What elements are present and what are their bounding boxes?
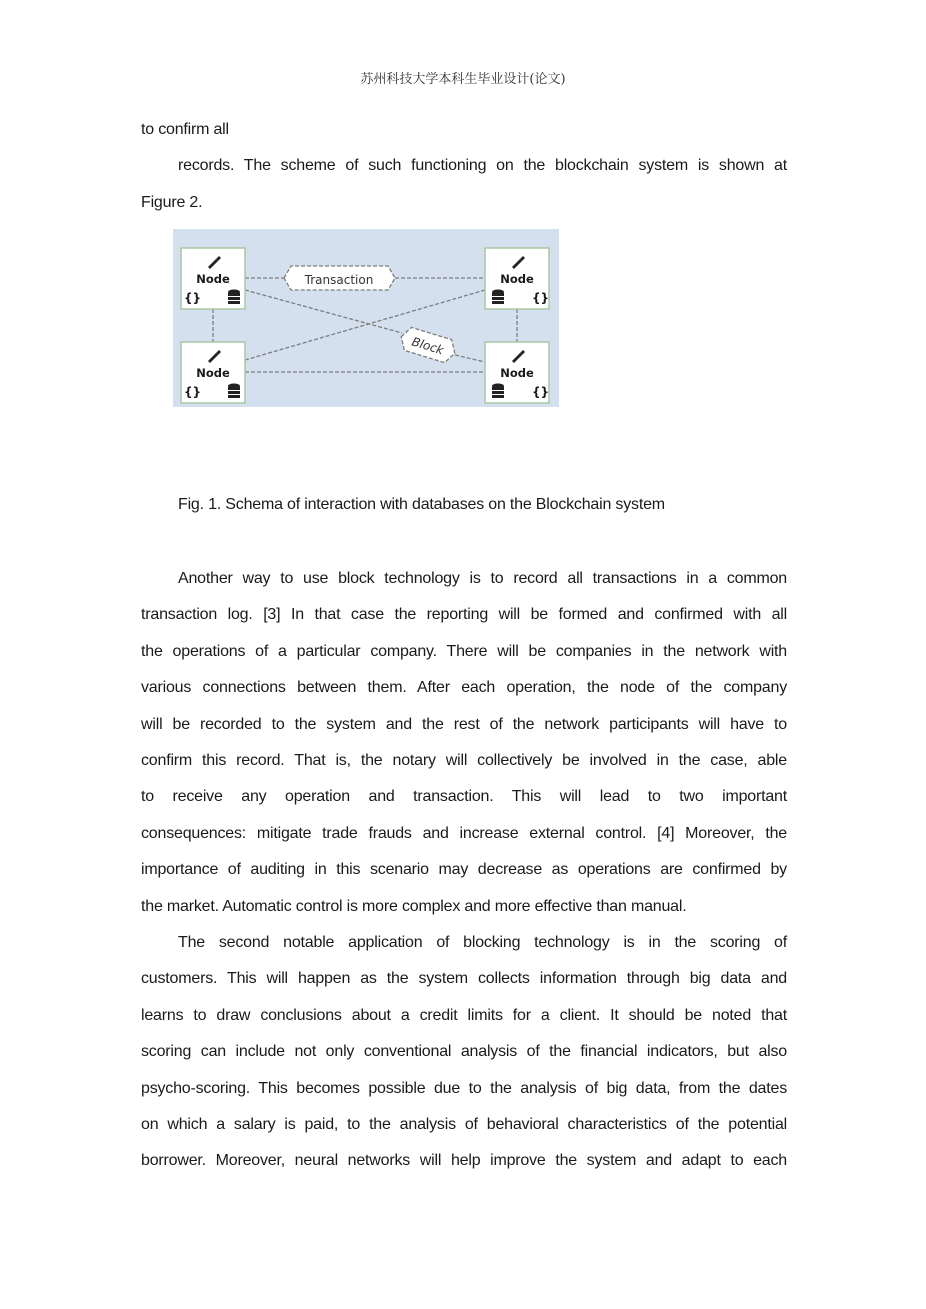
- text-line: records. The scheme of such functioning on the blockchain system is shown at: [178, 157, 787, 175]
- blockchain-diagram: [173, 229, 559, 407]
- block-label: Block: [410, 334, 446, 358]
- text-line: will be recorded to the system and the rest of the network participants will have to: [141, 715, 787, 733]
- node-label: Node: [196, 366, 230, 380]
- intro-text: [141, 112, 787, 221]
- text-line: the operations of a particular company. There will be companies in the network with: [141, 642, 787, 660]
- transaction-label: Transaction: [304, 273, 374, 287]
- text-line: scoring can include not only conventional analysis of the financial indicators, but also: [141, 1043, 787, 1061]
- page-header: 苏州科技大学本科生毕业设计(论文): [360, 72, 566, 87]
- text-line: The second notable application of blocking technology is in the scoring of: [178, 934, 787, 951]
- text-line: Figure 2.: [141, 193, 203, 211]
- text-line: the market. Automatic control is more complex and more effective than manual.: [141, 897, 687, 915]
- node-label: Node: [196, 272, 230, 286]
- text-line: to receive any operation and transaction. This will lead to two important: [141, 788, 787, 806]
- node-top-right: [485, 248, 549, 309]
- text-line: confirm this record. That is, the notary will collectively be involved in the case, able: [141, 751, 787, 769]
- node-bottom-left: [181, 342, 245, 403]
- figure-caption: Fig. 1. Schema of interaction with databases on the Blockchain system: [178, 496, 665, 513]
- text-line: to confirm all: [141, 121, 229, 138]
- paragraph-2: [141, 925, 787, 1180]
- link-diagonal-down-a: [245, 290, 402, 333]
- text-line: on which a salary is paid, to the analysis of behavioral characteristics of the potential: [141, 1115, 787, 1133]
- node-label: Node: [500, 272, 534, 286]
- braces-icon: {}: [184, 291, 202, 305]
- text-line: importance of auditing in this scenario may decrease as operations are confirmed by: [141, 861, 787, 879]
- text-line: learns to draw conclusions about a credit limits for a client. It should be noted that: [141, 1006, 787, 1024]
- text-line: consequences: mitigate trade frauds and increase external control. [4] Moreover, the: [141, 824, 787, 842]
- text-line: transaction log. [3] In that case the reporting will be formed and confirmed with all: [141, 606, 787, 624]
- text-line: borrower. Moreover, neural networks will help improve the system and adapt to each: [141, 1152, 787, 1170]
- paragraph-1: [141, 561, 787, 925]
- block-tag: [398, 325, 459, 364]
- node-top-left: [181, 248, 245, 309]
- text-line: customers. This will happen as the system collects information through big data and: [141, 970, 787, 988]
- braces-icon: {}: [184, 385, 202, 399]
- node-bottom-right: [485, 342, 549, 403]
- text-line: Another way to use block technology is to record all transactions in a common: [178, 570, 787, 587]
- braces-icon: {}: [532, 385, 550, 399]
- node-label: Node: [500, 366, 534, 380]
- text-line: various connections between them. After each operation, the node of the company: [141, 679, 787, 697]
- text-line: psycho-scoring. This becomes possible due to the analysis of big data, from the dates: [141, 1079, 787, 1097]
- link-diagonal-down-b: [455, 355, 485, 362]
- braces-icon: {}: [532, 291, 550, 305]
